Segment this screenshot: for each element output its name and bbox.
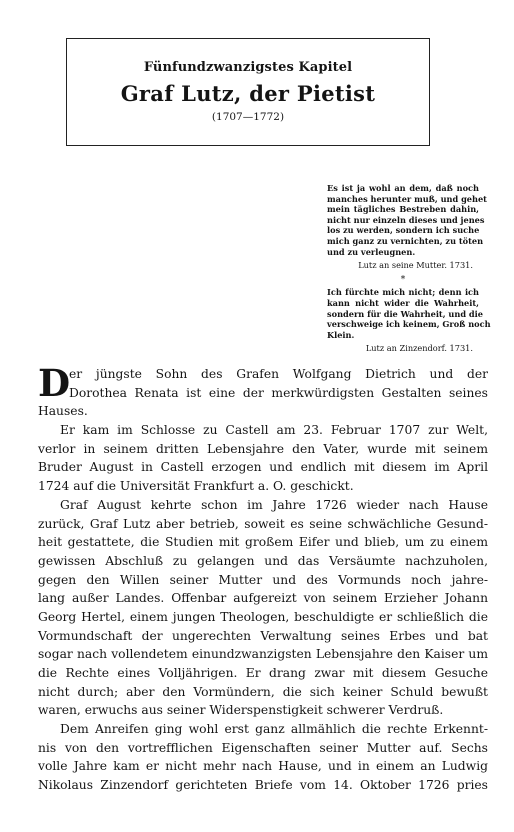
text-line: Nikolaus Zinzendorf gerichteten Briefe vom 14. Oktober 1726 pries bbox=[38, 778, 488, 793]
epigraph-line: Ich fürchte mich nicht; denn ich bbox=[327, 287, 479, 298]
text-line: heit gestattete, die Studien mit großem Eifer und blieb, um zu einem bbox=[38, 535, 488, 550]
text-line: zurück, Graf Lutz aber betrieb, soweit es seine schwächliche Gesund- bbox=[38, 516, 488, 531]
chapter-header bbox=[66, 38, 430, 146]
text-line: verlor in seinem dritten Lebensjahre den Vater, wurde mit seinem bbox=[38, 441, 488, 456]
epigraph-line: los zu werden, sondern ich suche bbox=[327, 225, 480, 236]
epigraph-line: mein tägliches Bestreben dahin, bbox=[327, 204, 479, 215]
epigraph-attribution: Lutz an Zinzendorf. 1731. bbox=[365, 343, 473, 354]
epigraph-separator: * bbox=[400, 274, 406, 285]
text-line: gegen den Willen seiner Mutter und des Vormunds noch jahre- bbox=[38, 572, 488, 587]
text-line: lang außer Landes. Offenbar aufgereizt von seinem Erzieher Johann bbox=[38, 591, 488, 606]
text-line: Dem Anreifen ging wohl erst ganz allmählich die rechte Erkennt- bbox=[60, 722, 488, 737]
epigraph-line: verschweige ich keinem, Groß noch bbox=[327, 319, 491, 330]
text-line: gewissen Abschluß zu gelangen und das Versäumte nachzuholen, bbox=[38, 553, 488, 568]
drop-cap: D bbox=[38, 361, 71, 405]
text-line: die Rechte eines Volljährigen. Er drang zwar mit diesem Gesuche bbox=[38, 666, 488, 681]
epigraph-2 bbox=[327, 287, 491, 354]
text-line: nicht durch; aber den Vormündern, die sich keiner Schuld bewußt bbox=[38, 684, 488, 699]
text-line: 1724 auf die Universität Frankfurt a. O. geschickt. bbox=[38, 479, 354, 494]
chapter-title: Graf Lutz, der Pietist bbox=[120, 81, 376, 106]
epigraph-1 bbox=[327, 183, 487, 271]
text-line: nis von den vortrefflichen Eigenschaften seiner Mutter auf. Sechs bbox=[38, 740, 488, 755]
text-line: Vormundschaft der ungerechten Verwaltung seines Erbes und bat bbox=[38, 628, 488, 643]
opening-paragraph-start bbox=[38, 361, 488, 405]
epigraph-line: nicht nur einzeln dieses und jenes bbox=[327, 214, 485, 225]
epigraph-line: sondern für die Wahrheit, und die bbox=[327, 308, 483, 319]
text-line: sogar nach vollendetem einundzwanzigsten Lebensjahre den Kaiser um bbox=[38, 647, 488, 662]
epigraph-attribution: Lutz an seine Mutter. 1731. bbox=[358, 260, 473, 271]
text-line: Hauses. bbox=[38, 404, 88, 419]
body-lines bbox=[38, 402, 488, 794]
chapter-number: Fünfundzwanzigstes Kapitel bbox=[143, 60, 353, 75]
text-line: waren, erwuchs aus seiner Widerspenstigkeit schwerer Verdruß. bbox=[38, 703, 444, 718]
epigraphs bbox=[327, 183, 491, 354]
text-line: Dorothea Renata ist eine der merkwürdigsten Gestalten seines bbox=[69, 385, 488, 400]
epigraph-line: Klein. bbox=[327, 329, 355, 340]
epigraph-line: und zu verleugnen. bbox=[327, 246, 416, 257]
text-line: er jüngste Sohn des Grafen Wolfgang Dietrich und der bbox=[69, 367, 488, 381]
text-line: Er kam im Schlosse zu Castell am 23. Februar 1707 zur Welt, bbox=[60, 423, 488, 438]
text-line: Georg Hertel, einem jungen Theologen, beschuldigte er schließlich die bbox=[38, 609, 488, 624]
text-line: Bruder August in Castell erzogen und endlich mit diesem im April bbox=[38, 460, 488, 475]
chapter-years: (1707—1772) bbox=[211, 111, 285, 123]
epigraph-line: Es ist ja wohl an dem, daß noch bbox=[327, 183, 479, 193]
epigraph-line: mich ganz zu vernichten, zu töten bbox=[327, 235, 484, 246]
text-line: volle Jahre kam er nicht mehr nach Hause, und in einem an Ludwig bbox=[38, 759, 488, 774]
epigraph-line: kann nicht wider die Wahrheit, bbox=[327, 297, 479, 308]
text-line: Graf August kehrte schon im Jahre 1726 wieder nach Hause bbox=[60, 497, 488, 512]
epigraph-line: manches herunter muß, und gehet bbox=[327, 193, 487, 204]
body-text bbox=[38, 361, 488, 795]
